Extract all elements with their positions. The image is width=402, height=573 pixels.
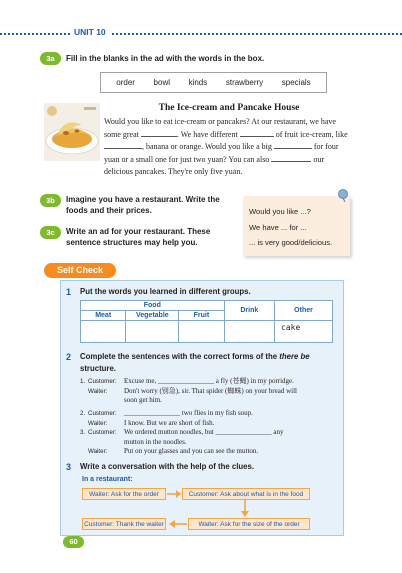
dialogue-line: Waiter: Put on your glasses and you can see the mutton.	[88, 447, 259, 455]
arrow-right-icon	[166, 488, 182, 500]
word-box-item: kinds	[188, 78, 208, 87]
drink-cell[interactable]	[224, 321, 274, 343]
pancake-photo	[44, 103, 100, 161]
word-box-item: strawberry	[225, 78, 264, 87]
exercise-3a-instruction: Fill in the blanks in the ad with the words in the box.	[66, 54, 265, 63]
vegetable-header: Vegetable	[126, 311, 179, 321]
question-2-text	[80, 351, 338, 375]
vegetable-cell[interactable]	[126, 321, 179, 343]
dialogue-line: 3. Customer: We ordered mutton noodles, but ________________ any	[80, 428, 284, 436]
ad-body	[104, 116, 354, 179]
arrow-down-icon	[239, 500, 251, 518]
page-number: 60	[63, 536, 84, 548]
ad-text: our delicious pancakes. They're only five yuan.	[104, 154, 324, 177]
self-check-badge: Self Check	[44, 263, 116, 278]
question-2-number: 2	[66, 352, 72, 362]
question-2-text-part: Complete the sentences with the correct forms of the	[80, 352, 280, 361]
clue-box: Waiter: Ask for the order	[82, 488, 166, 500]
arrow-left-icon	[168, 518, 188, 530]
dialogue-block	[80, 377, 342, 457]
dialogue-line: Waiter: I know. But we are short of fish.	[88, 418, 215, 427]
note-line: ... is very good/delicious.	[249, 238, 333, 247]
dialogue-line: Waiter: Don't worry (别急), sir. That spider (蜘蛛) on your bread will	[88, 386, 297, 395]
ad-text: of fruit ice-cream, like	[273, 129, 348, 139]
question-3-text: Write a conversation with the help of the clues.	[80, 462, 255, 471]
unit-title: UNIT 10	[70, 27, 110, 37]
blank-line[interactable]	[104, 141, 142, 149]
dialogue-line: 2. Customer: ________________ two flies in my fish soup.	[80, 409, 253, 417]
question-1-number: 1	[66, 287, 72, 297]
word-groups-table	[80, 300, 333, 343]
exercise-3c-tag: 3c	[40, 226, 61, 239]
ad-text: Would you like to eat ice-cream or pancakes? At our restaurant, we have some great	[104, 117, 336, 139]
question-2-text-part: structure.	[80, 364, 116, 373]
dialogue-line: mutton in the noodles.	[124, 437, 187, 446]
word-box-item: bowl	[153, 78, 170, 87]
dialogue-line: 1. Customer: Excuse me, ________________ a fly (苍蝇) in my porridge.	[80, 377, 294, 385]
clue-subtitle: In a restaurant:	[82, 476, 133, 483]
blank-line[interactable]	[240, 129, 274, 137]
drink-header: Drink	[224, 301, 274, 321]
note-line: Would you like ...?	[249, 207, 311, 216]
clue-box: Customer: Thank the waiter	[82, 518, 166, 530]
fruit-header: Fruit	[179, 311, 224, 321]
question-1-text: Put the words you learned in different groups.	[80, 287, 251, 296]
meat-header: Meat	[81, 311, 126, 321]
question-2-italic: there be	[279, 352, 310, 361]
clue-box: Waiter: Ask for the size of the order	[188, 518, 310, 530]
exercise-3b-tag: 3b	[40, 194, 61, 207]
other-cell[interactable]: cake	[275, 321, 333, 343]
other-header: Other	[275, 301, 333, 321]
clue-box: Customer: Ask about what is in the food	[182, 488, 310, 500]
meat-cell[interactable]	[81, 321, 126, 343]
exercise-3a-tag: 3a	[40, 52, 61, 65]
ad-text: . We have different	[176, 129, 240, 139]
ad-text: , banana or orange. Would you like a big	[142, 142, 274, 152]
word-box-item: order	[116, 78, 135, 87]
exercise-3b-instruction: Imagine you have a restaurant. Write the foods and their prices.	[66, 195, 220, 215]
note-line: We have ... for ...	[249, 222, 307, 232]
food-header: Food	[81, 301, 225, 311]
pushpin-icon	[336, 188, 350, 202]
blank-line[interactable]	[271, 154, 311, 162]
question-3-number: 3	[66, 462, 72, 472]
exercise-3c-instruction: Write an ad for your restaurant. These sentence structures may help you.	[66, 227, 211, 247]
ad-text: for four yuan or a small one for just two yuan? You can also	[104, 142, 339, 164]
word-box-item: specials	[281, 78, 311, 87]
header-dotted-rule	[0, 33, 402, 35]
blank-line[interactable]	[274, 141, 312, 149]
word-box	[100, 72, 327, 93]
ad-title: The Ice-cream and Pancake House	[158, 103, 300, 113]
dialogue-line: soon get him.	[124, 396, 162, 404]
blank-line[interactable]	[141, 129, 177, 137]
sentence-structure-note	[243, 196, 350, 256]
fruit-cell[interactable]	[179, 321, 224, 343]
